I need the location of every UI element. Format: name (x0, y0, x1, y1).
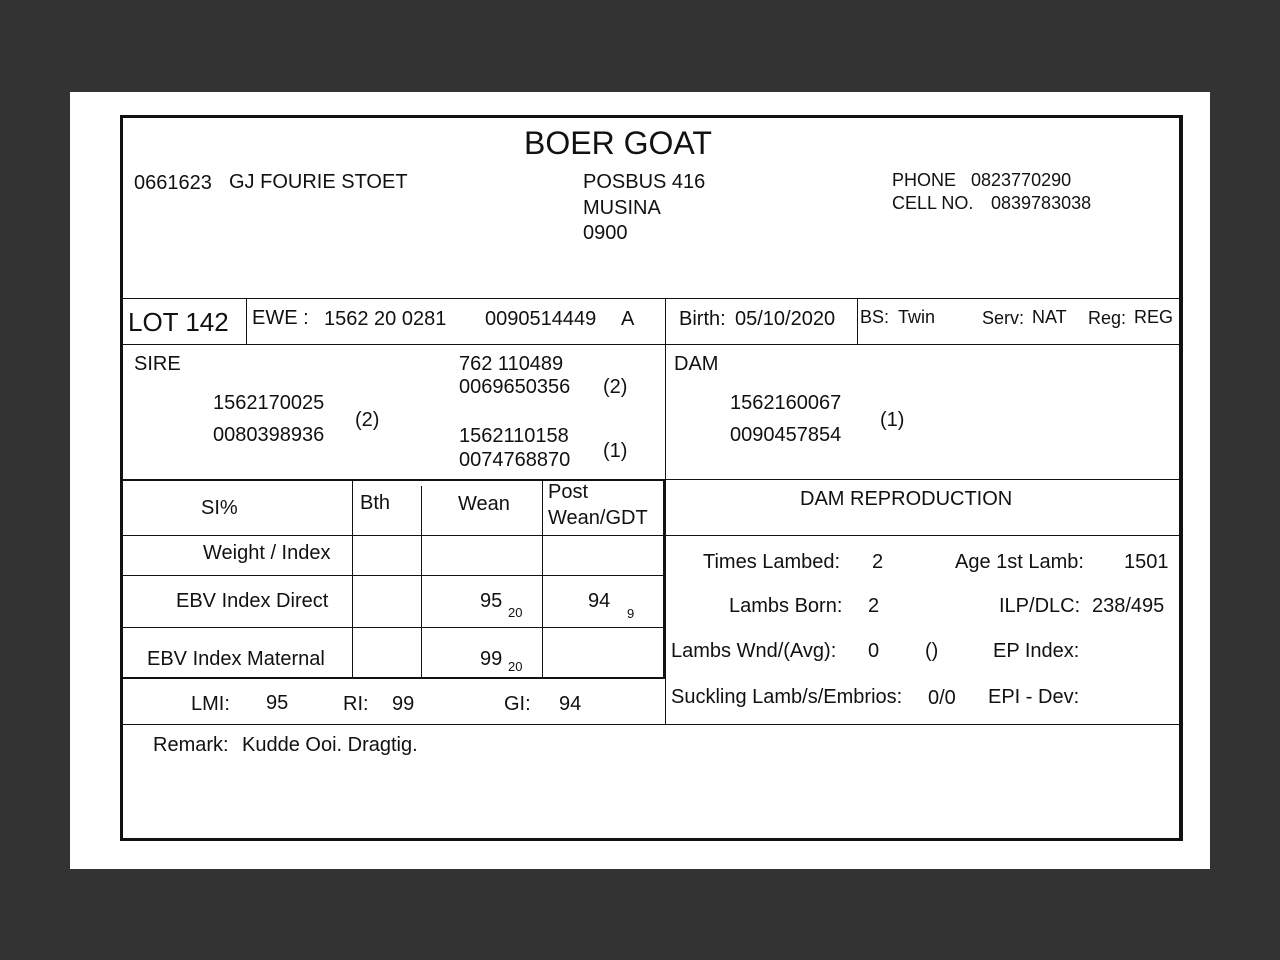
divider (122, 677, 665, 679)
divider (857, 298, 858, 344)
gi-label: GI: (504, 693, 531, 715)
row-weight-index: Weight / Index (203, 542, 331, 564)
lmi-value: 95 (266, 692, 289, 714)
ep-index-label: EP Index: (993, 640, 1080, 662)
divider (122, 535, 1180, 536)
birth-label: Birth: (679, 308, 726, 330)
lot-card (120, 115, 1183, 841)
address-line-1: POSBUS 416 (583, 171, 706, 193)
cell-label: CELL NO. (892, 193, 974, 213)
remark-label: Remark: (153, 734, 229, 756)
lambs-weaned-label: Lambs Wnd/(Avg): (671, 640, 837, 662)
row-ebv-maternal: EBV Index Maternal (147, 648, 325, 670)
card-title: BOER GOAT (524, 125, 712, 161)
sire-label: SIRE (134, 353, 181, 375)
epi-dev-label: EPI - Dev: (988, 686, 1080, 708)
serv-label: Serv: (982, 308, 1025, 328)
ewe-label: EWE : (252, 307, 309, 329)
address-line-2: MUSINA (583, 197, 661, 219)
divider (542, 481, 543, 677)
divider (352, 481, 353, 677)
divider (122, 298, 1180, 299)
lambs-born-label: Lambs Born: (729, 595, 843, 617)
ebv-direct-wean: 95 (480, 590, 503, 612)
wean-header: Wean (458, 493, 510, 515)
dam-reproduction-title: DAM REPRODUCTION (800, 488, 1013, 510)
age-first-lamb-label: Age 1st Lamb: (955, 551, 1084, 573)
phone-number: 0823770290 (971, 170, 1072, 190)
suckling-label: Suckling Lamb/s/Embrios: (671, 686, 903, 708)
si-header: SI% (201, 497, 238, 519)
reg-label: Reg: (1088, 308, 1127, 328)
divider (122, 627, 665, 628)
lambs-born-value: 2 (868, 595, 880, 617)
sire-registration: 0080398936 (213, 424, 325, 446)
divider (663, 481, 665, 678)
dam-registration: 0090457854 (730, 424, 842, 446)
divider (122, 724, 1180, 725)
breeder-name: GJ FOURIE STOET (229, 171, 408, 193)
ebv-maternal-wean: 99 (480, 648, 503, 670)
remark-text: Kudde Ooi. Dragtig. (242, 734, 418, 756)
ri-label: RI: (343, 693, 369, 715)
sire-id: 1562170025 (213, 392, 325, 414)
ebv-maternal-wean-accuracy: 20 (508, 659, 523, 674)
ebv-direct-post: 94 (588, 590, 611, 612)
times-lambed-label: Times Lambed: (703, 551, 841, 573)
sire-sire-grade: (2) (603, 376, 628, 398)
registration-status: REG (1134, 307, 1174, 327)
divider (665, 479, 1180, 480)
dam-label: DAM (674, 353, 719, 375)
bs-label: BS: (860, 307, 890, 327)
age-first-lamb-value: 1501 (1124, 551, 1169, 573)
divider (246, 298, 247, 344)
sire-dam-registration: 0074768870 (459, 449, 571, 471)
lmi-label: LMI: (191, 693, 230, 715)
post-header: Post (548, 481, 589, 503)
ri-value: 99 (392, 693, 415, 715)
sire-dam-id: 1562110158 (459, 425, 569, 447)
address-line-3: 0900 (583, 222, 628, 244)
service-type: NAT (1032, 307, 1067, 327)
dam-grade: (1) (880, 409, 905, 431)
ewe-grade: A (621, 308, 635, 330)
divider (122, 344, 1180, 345)
ilp-dlc-value: 238/495 (1092, 595, 1165, 617)
lambs-weaned-value: 0 (868, 640, 880, 662)
breeder-code: 0661623 (134, 172, 212, 194)
divider (421, 486, 422, 677)
divider (665, 298, 666, 725)
sire-sire-registration: 0069650356 (459, 376, 571, 398)
phone-label: PHONE (892, 170, 957, 190)
ewe-id: 1562 20 0281 (324, 308, 447, 330)
birth-date: 05/10/2020 (735, 308, 836, 330)
ewe-registration: 0090514449 (485, 308, 597, 330)
ebv-direct-wean-accuracy: 20 (508, 605, 523, 620)
post-wean-header: Wean/GDT (548, 507, 648, 529)
cell-number: 0839783038 (991, 193, 1092, 213)
divider (122, 575, 665, 576)
gi-value: 94 (559, 693, 582, 715)
lot-number: LOT 142 (128, 307, 229, 337)
sire-grade: (2) (355, 409, 380, 431)
ilp-dlc-label: ILP/DLC: (999, 595, 1081, 617)
times-lambed-value: 2 (872, 551, 884, 573)
ebv-direct-post-accuracy: 9 (627, 606, 635, 621)
lambs-weaned-avg: () (925, 640, 939, 662)
birth-status: Twin (898, 307, 936, 327)
sire-sire-id: 762 110489 (459, 353, 564, 375)
suckling-value: 0/0 (928, 687, 956, 709)
row-ebv-direct: EBV Index Direct (176, 590, 329, 612)
dam-id: 1562160067 (730, 392, 842, 414)
bth-header: Bth (360, 492, 391, 514)
sire-dam-grade: (1) (603, 440, 628, 462)
